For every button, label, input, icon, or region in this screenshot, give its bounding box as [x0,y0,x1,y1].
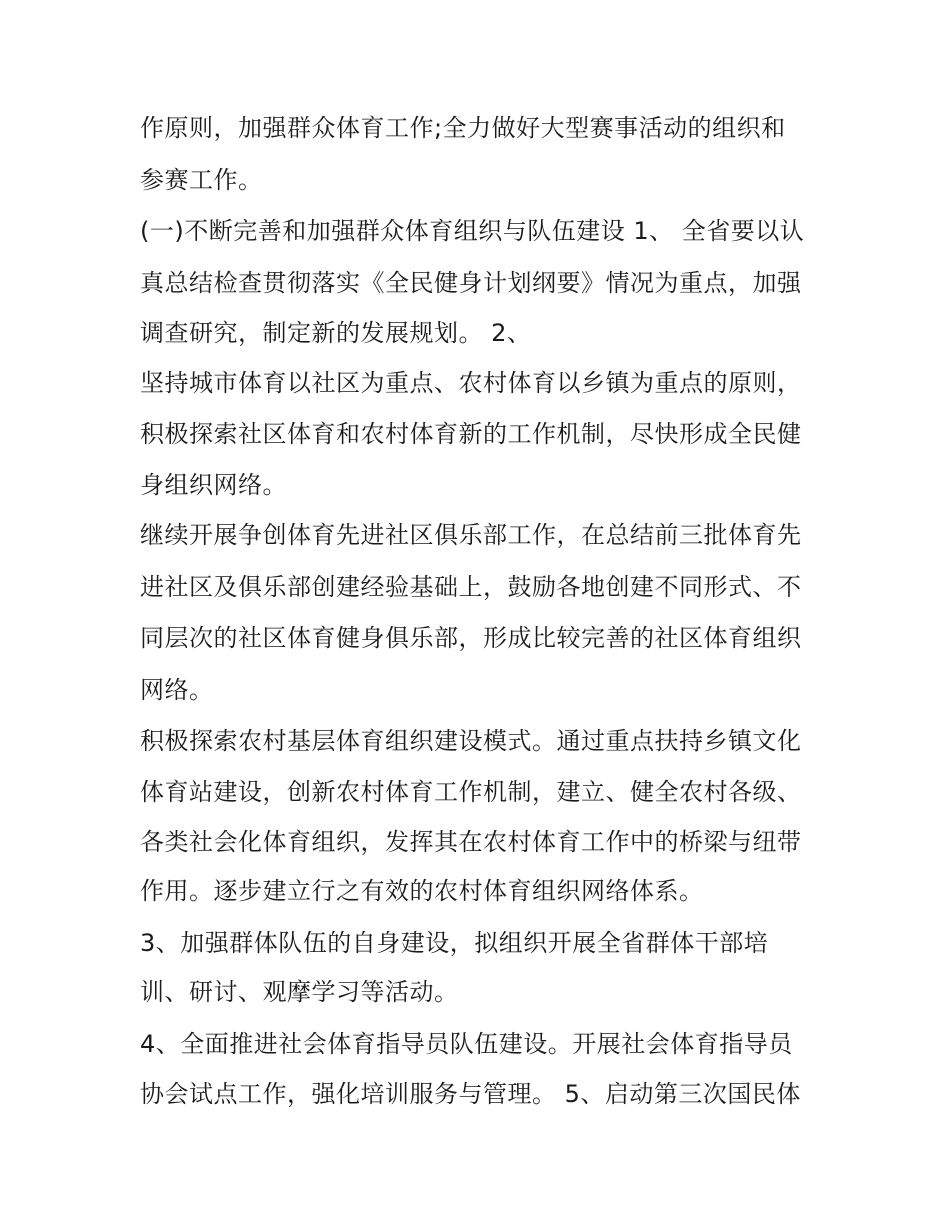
text-line: 进社区及俱乐部创建经验基础上，鼓励各地创建不同形式、不 [140,573,802,601]
text-line: 积极探索社区体育和农村体育新的工作机制，尽快形成全民健 [140,420,802,448]
text-line: 参赛工作。 [140,166,263,194]
text-line: 协会试点工作，强化培训服务与管理。 5、启动第三次国民体 [140,1080,801,1108]
text-line: (一)不断完善和加强群众体育组织与队伍建设 1、 全省要以认 [140,217,805,245]
text-line: 同层次的社区体育健身俱乐部，形成比较完善的社区体育组织 [140,624,802,652]
text-line: 坚持城市体育以社区为重点、农村体育以乡镇为重点的原则， [140,369,802,397]
text-line: 体育站建设，创新农村体育工作机制，建立、健全农村各级、 [140,778,802,806]
text-line: 积极探索农村基层体育组织建设模式。通过重点扶持乡镇文化 [140,727,802,755]
text-line: 3、加强群体队伍的自身建设，拟组织开展全省群体干部培 [140,929,769,957]
text-line: 身组织网络。 [140,471,287,499]
text-line: 调查研究，制定新的发展规划。 2、 [140,319,532,347]
text-line: 训、研讨、观摩学习等活动。 [140,978,459,1006]
text-line: 真总结检查贯彻落实《全民健身计划纲要》情况为重点，加强 [140,269,802,297]
text-line: 继续开展争创体育先进社区俱乐部工作，在总结前三批体育先 [140,521,802,549]
text-line: 各类社会化体育组织，发挥其在农村体育工作中的桥梁与纽带 [140,828,802,856]
text-line: 作用。逐步建立行之有效的农村体育组织网络体系。 [140,877,704,905]
text-line: 4、全面推进社会体育指导员队伍建设。开展社会体育指导员 [140,1030,793,1058]
text-line: 网络。 [140,676,214,704]
text-line: 作原则，加强群众体育工作;全力做好大型赛事活动的组织和 [140,114,786,142]
